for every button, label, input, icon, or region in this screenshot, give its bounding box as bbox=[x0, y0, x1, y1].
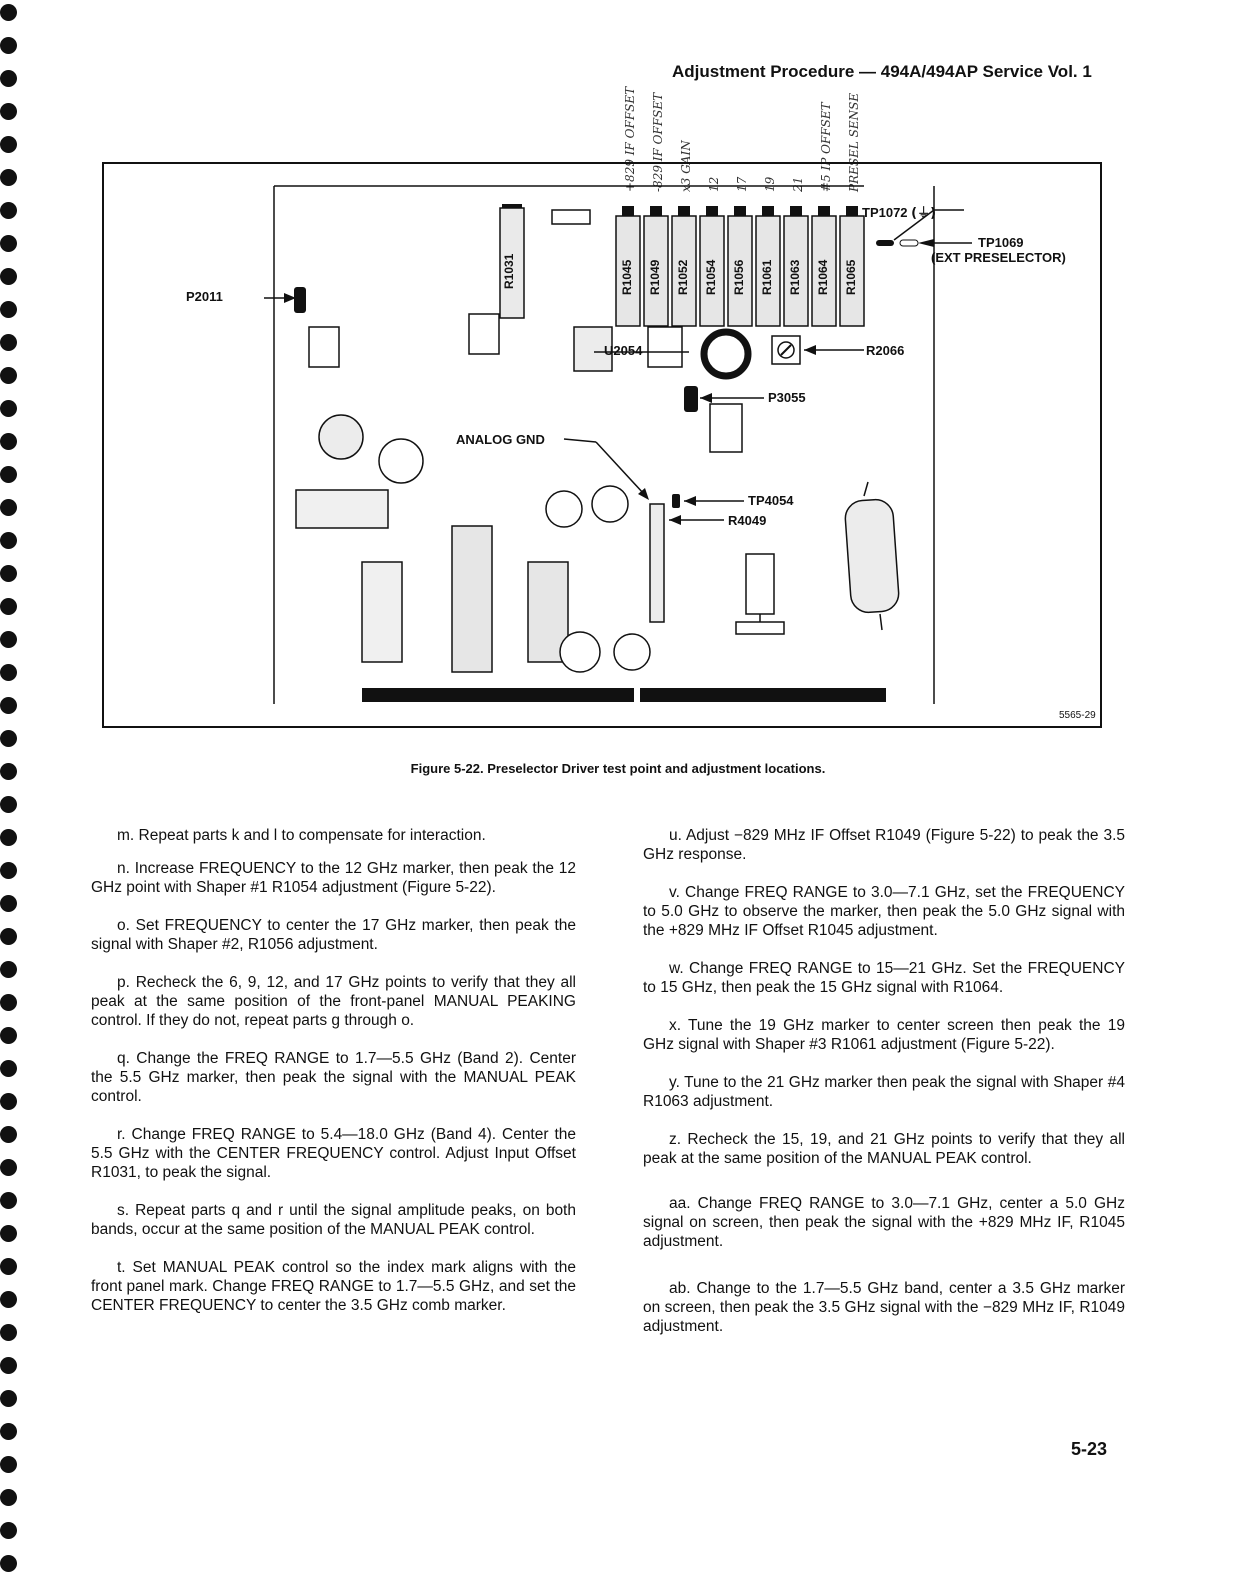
paragraph: r. Change FREQ RANGE to 5.4—18.0 GHz (Band 4). Center the 5.5 GHz with the CENTER FREQUENCY control. Adjust Input Offset R1031, to peak the signal. bbox=[91, 1126, 576, 1181]
binder-hole bbox=[0, 466, 17, 483]
page-number: 5-23 bbox=[1071, 1439, 1108, 1459]
binder-hole bbox=[0, 1489, 17, 1506]
binder-hole bbox=[0, 631, 17, 648]
r4049-label: R4049 bbox=[728, 513, 767, 528]
resistor-label: R1052 bbox=[676, 259, 690, 295]
paragraph: x. Tune the 19 GHz marker to center screen then peak the 19 GHz signal with Shaper #3 R1061 adjustment (Figure 5-22). bbox=[643, 1017, 1125, 1053]
figure-number: 5565-29 bbox=[1059, 710, 1096, 721]
binder-hole bbox=[0, 1225, 17, 1242]
annotation: +829 IF OFFSET bbox=[623, 86, 637, 192]
binder-hole bbox=[0, 301, 17, 318]
binder-hole bbox=[0, 136, 17, 153]
page-header: Adjustment Procedure — 494A/494AP Service Vol. 1 bbox=[672, 62, 1092, 81]
binder-hole bbox=[0, 169, 17, 186]
annotation: 21 bbox=[791, 176, 805, 192]
binder-hole bbox=[0, 334, 17, 351]
binder-hole bbox=[0, 1324, 17, 1341]
resistor-label: R1065 bbox=[844, 259, 858, 295]
p2011-label: P2011 bbox=[186, 289, 223, 304]
paragraph: aa. Change FREQ RANGE to 3.0—7.1 GHz, center a 5.0 GHz signal on screen, then peak the signal with the +829 MHz IF, R1045 adjustment. bbox=[643, 1195, 1125, 1250]
u2054-label: U2054 bbox=[604, 343, 643, 358]
binder-hole bbox=[0, 1390, 17, 1407]
binder-hole bbox=[0, 1456, 17, 1473]
resistor-label: R1056 bbox=[732, 259, 746, 295]
r2066-label: R2066 bbox=[866, 343, 905, 358]
binder-hole bbox=[0, 70, 17, 87]
tp4054-label: TP4054 bbox=[748, 493, 794, 508]
p3055-label: P3055 bbox=[768, 390, 806, 405]
circuit-board-drawing bbox=[104, 164, 1104, 730]
binder-hole bbox=[0, 598, 17, 615]
binder-hole bbox=[0, 532, 17, 549]
paragraph: v. Change FREQ RANGE to 3.0—7.1 GHz, set the FREQUENCY to 5.0 GHz to observe the marker, then peak the 5.0 GHz signal with the +829 MHz IF Offset R1045 adjustment. bbox=[643, 884, 1125, 939]
binder-hole bbox=[0, 730, 17, 747]
binder-hole bbox=[0, 796, 17, 813]
paragraph: q. Change the FREQ RANGE to 1.7—5.5 GHz (Band 2). Center the 5.5 GHz marker, then peak the signal with the MANUAL PEAK control. bbox=[91, 1050, 576, 1105]
binder-hole bbox=[0, 1060, 17, 1077]
annotation: 17 bbox=[735, 176, 749, 192]
paragraph: z. Recheck the 15, 19, and 21 GHz points to verify that they all peak at the same position of the MANUAL PEAK control. bbox=[643, 1131, 1125, 1167]
binder-hole bbox=[0, 202, 17, 219]
binder-hole bbox=[0, 1423, 17, 1440]
resistor-label: R1049 bbox=[648, 259, 662, 295]
paragraph: s. Repeat parts q and r until the signal amplitude peaks, on both bands, occur at the same position of the MANUAL PEAK control. bbox=[91, 1202, 576, 1238]
binder-hole bbox=[0, 565, 17, 582]
binder-hole bbox=[0, 1258, 17, 1275]
binder-hole bbox=[0, 367, 17, 384]
annotation: #5 IP OFFSET bbox=[819, 102, 833, 192]
ext-preselector-label: (EXT PRESELECTOR) bbox=[931, 250, 1066, 265]
circuit-board-figure bbox=[102, 162, 1102, 728]
resistor-label: R1063 bbox=[788, 259, 802, 295]
binder-hole bbox=[0, 664, 17, 681]
binder-hole bbox=[0, 1357, 17, 1374]
binder-hole bbox=[0, 928, 17, 945]
binder-hole bbox=[0, 994, 17, 1011]
figure-caption: Figure 5-22. Preselector Driver test point and adjustment locations. bbox=[410, 761, 826, 776]
annotation: -829 IF OFFSET bbox=[651, 92, 665, 192]
paragraph: w. Change FREQ RANGE to 15—21 GHz. Set the FREQUENCY to 15 GHz, then peak the 15 GHz signal with R1064. bbox=[643, 960, 1125, 996]
binder-hole bbox=[0, 1555, 17, 1572]
binder-hole bbox=[0, 499, 17, 516]
paragraph: ab. Change to the 1.7—5.5 GHz band, center a 3.5 GHz marker on screen, then peak the 3.5 GHz signal with the −829 MHz IF, R1049 adjustment. bbox=[643, 1280, 1125, 1335]
binder-hole bbox=[0, 4, 17, 21]
binder-hole bbox=[0, 1522, 17, 1539]
binder-hole bbox=[0, 433, 17, 450]
binder-hole bbox=[0, 1291, 17, 1308]
paragraph: p. Recheck the 6, 9, 12, and 17 GHz points to verify that they all peak at the same position of the front-panel MANUAL PEAKING control. If they do not, repeat parts g through o. bbox=[91, 974, 576, 1029]
binder-hole bbox=[0, 829, 17, 846]
paragraph: u. Adjust −829 MHz IF Offset R1049 (Figure 5-22) to peak the 3.5 GHz response. bbox=[643, 827, 1125, 863]
binder-hole bbox=[0, 1192, 17, 1209]
tp1072-label: TP1072 (⏚) bbox=[862, 205, 937, 221]
binder-hole bbox=[0, 1027, 17, 1044]
resistor-label: R1064 bbox=[816, 259, 830, 295]
r1031-label: R1031 bbox=[502, 253, 516, 289]
paragraph: y. Tune to the 21 GHz marker then peak the signal with Shaper #4 R1063 adjustment. bbox=[643, 1074, 1125, 1110]
binder-hole bbox=[0, 400, 17, 417]
tp1069-label: TP1069 bbox=[978, 235, 1024, 250]
paragraph: t. Set MANUAL PEAK control so the index mark aligns with the front panel mark. Change FREQ RANGE to 1.7—5.5 GHz, and set the CENTER FREQUENCY to center the 3.5 GHz comb marker. bbox=[91, 1259, 576, 1314]
right-column bbox=[643, 826, 1125, 1355]
paragraph: n. Increase FREQUENCY to the 12 GHz marker, then peak the 12 GHz point with Shaper #1 R1054 adjustment (Figure 5-22). bbox=[91, 860, 576, 896]
binder-holes bbox=[0, 0, 20, 1588]
annotation: 19 bbox=[763, 176, 777, 192]
binder-hole bbox=[0, 697, 17, 714]
binder-hole bbox=[0, 1159, 17, 1176]
annotation: PRESEL SENSE bbox=[847, 92, 861, 192]
resistor-label: R1045 bbox=[620, 259, 634, 295]
binder-hole bbox=[0, 37, 17, 54]
binder-hole bbox=[0, 961, 17, 978]
binder-hole bbox=[0, 103, 17, 120]
paragraph: m. Repeat parts k and l to compensate for interaction. bbox=[117, 827, 486, 844]
chassis-ground-icon: (⏚) bbox=[911, 206, 937, 221]
binder-hole bbox=[0, 895, 17, 912]
left-column bbox=[91, 826, 576, 1334]
binder-hole bbox=[0, 1126, 17, 1143]
annotation: x3 GAIN bbox=[679, 140, 693, 192]
analog-gnd-label: ANALOG GND bbox=[456, 432, 545, 447]
binder-hole bbox=[0, 268, 17, 285]
annotation: 12 bbox=[707, 176, 721, 192]
binder-hole bbox=[0, 235, 17, 252]
resistor-label: R1054 bbox=[704, 259, 718, 295]
resistor-label: R1061 bbox=[760, 259, 774, 295]
binder-hole bbox=[0, 862, 17, 879]
binder-hole bbox=[0, 1093, 17, 1110]
paragraph: o. Set FREQUENCY to center the 17 GHz marker, then peak the signal with Shaper #2, R1056 adjustment. bbox=[91, 917, 576, 953]
